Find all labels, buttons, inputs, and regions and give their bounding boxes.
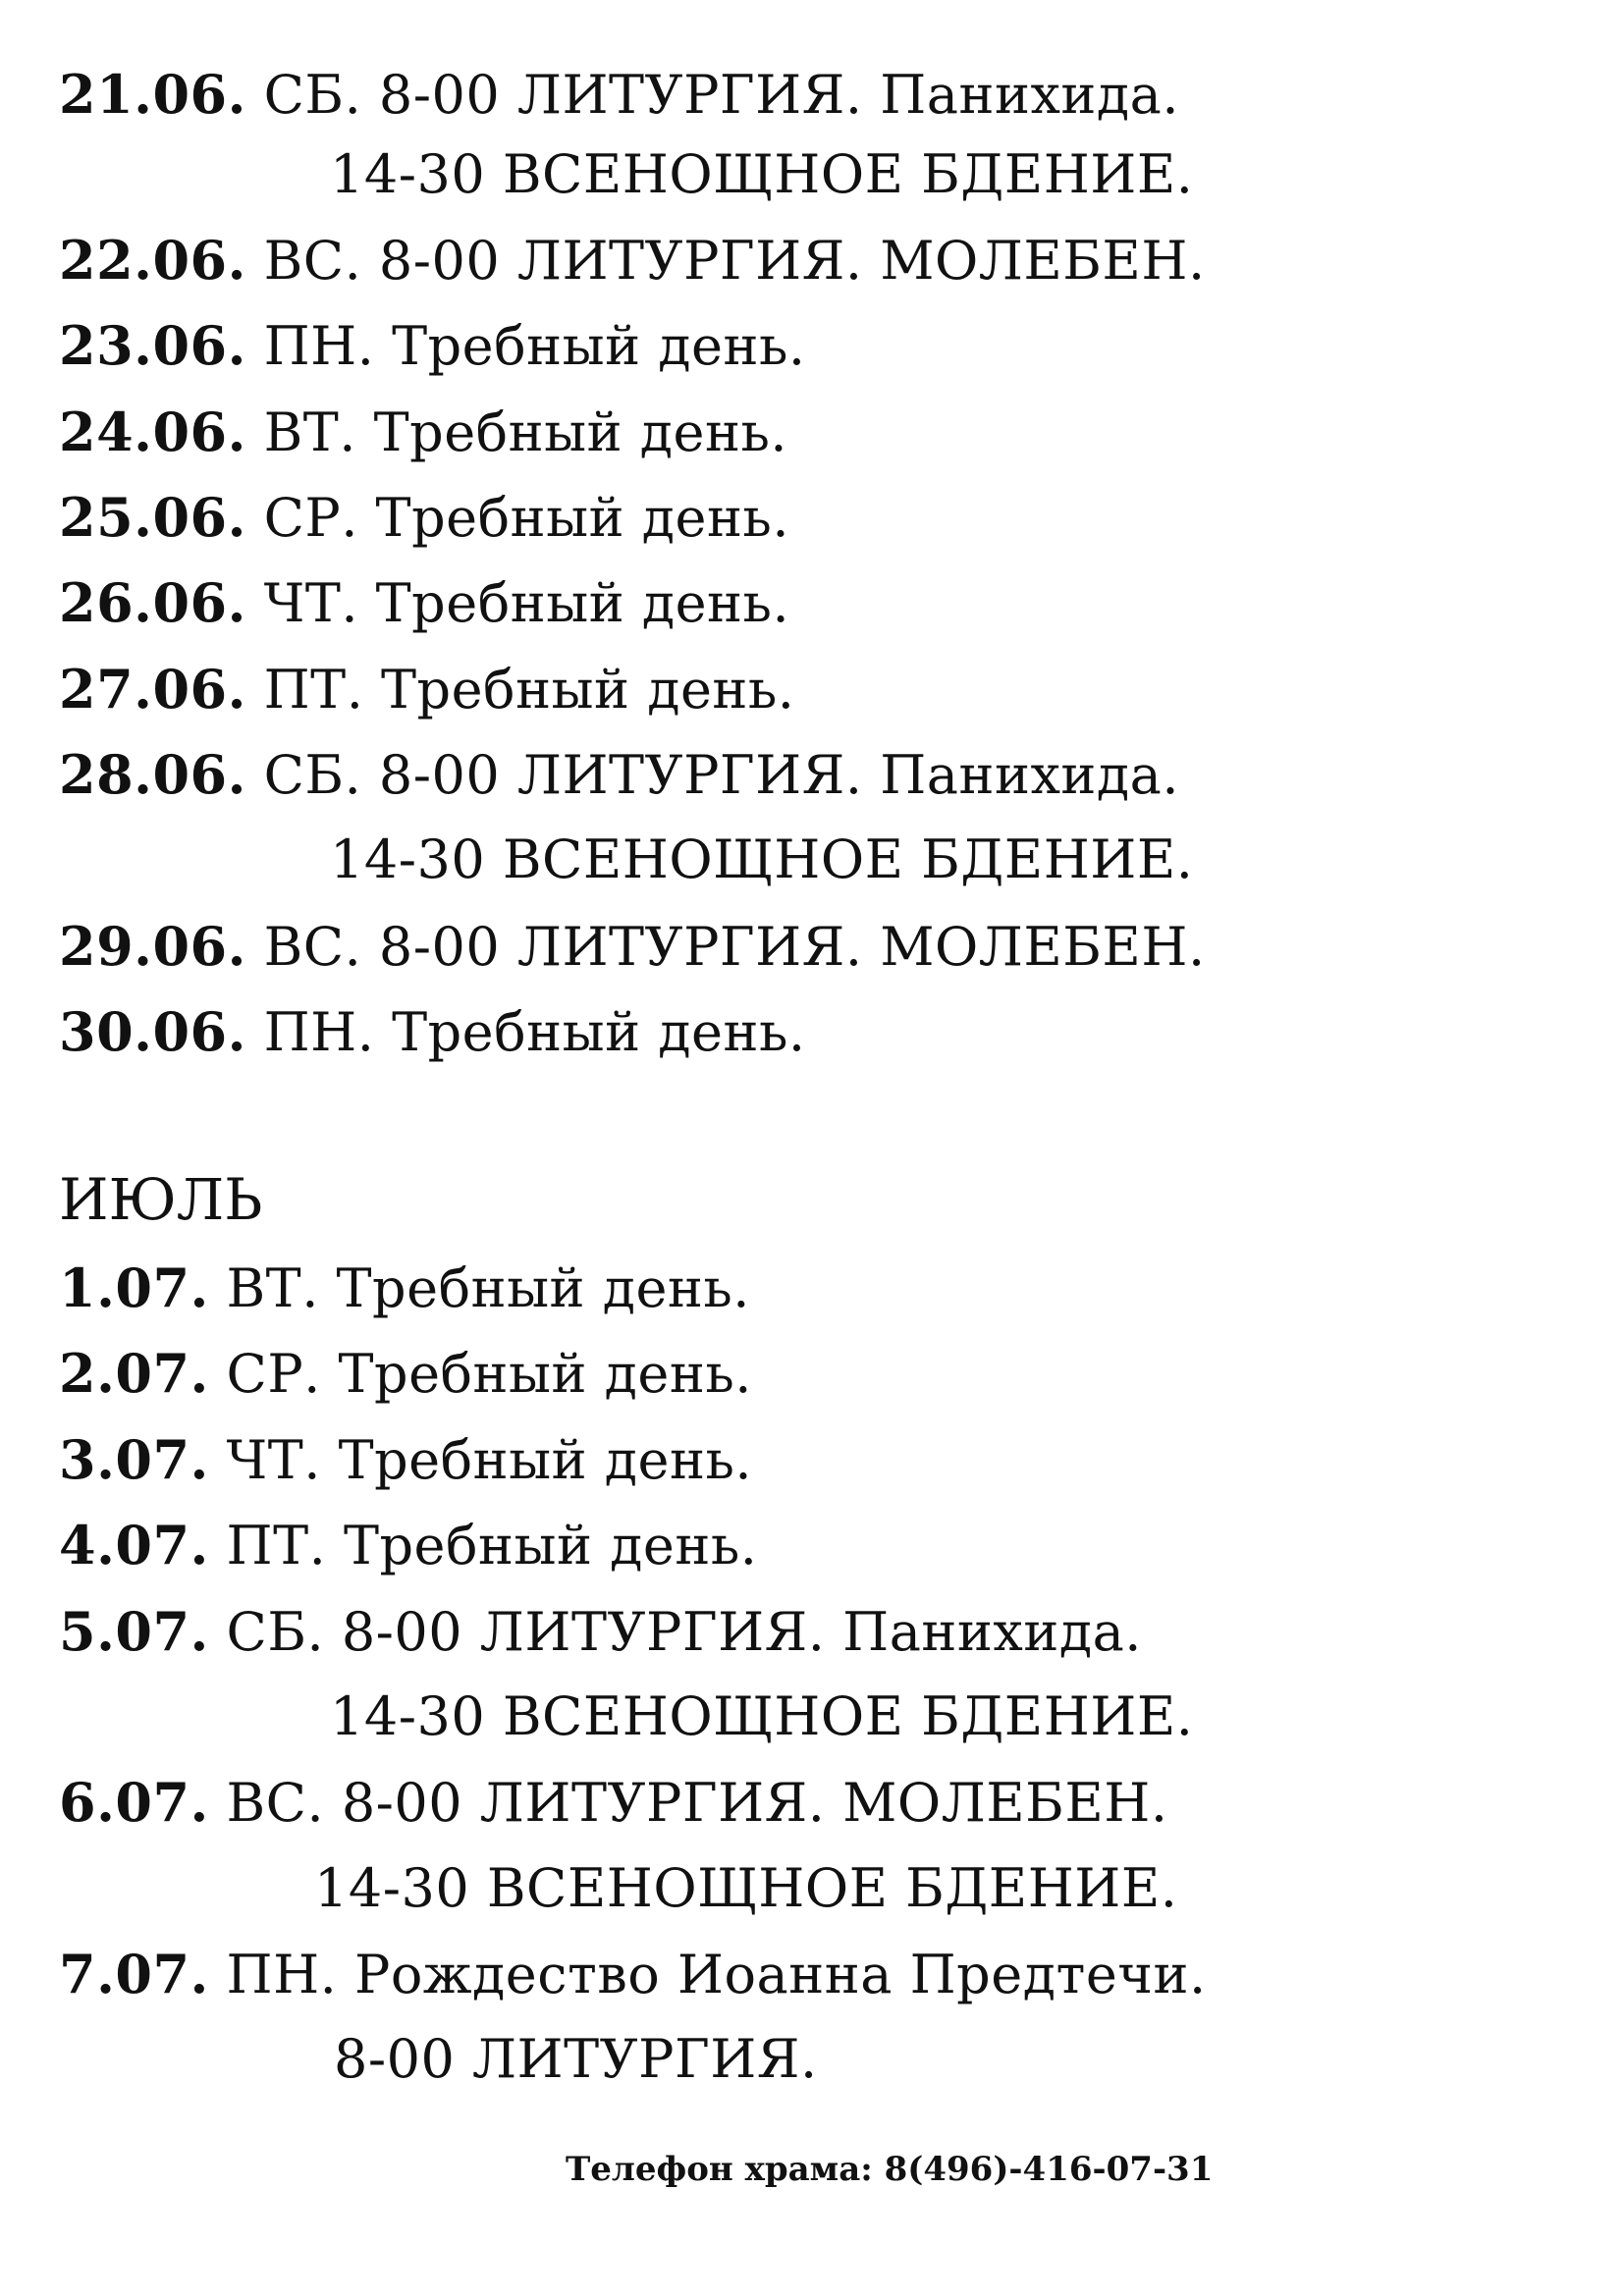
schedule-date: 24.06.	[59, 400, 246, 463]
schedule-date: 26.06.	[59, 571, 246, 634]
schedule-text: 8-00 ЛИТУРГИЯ.	[334, 2028, 818, 2090]
schedule-date: 6.07.	[59, 1771, 209, 1834]
schedule-line	[59, 1256, 750, 1320]
schedule-text: ПТ. Требный день.	[226, 1515, 758, 1576]
schedule-text: ВС. 8-00 ЛИТУРГИЯ. МОЛЕБЕН.	[263, 230, 1206, 292]
schedule-text: ПН. Требный день.	[263, 1001, 806, 1063]
schedule-text: 14-30 ВСЕНОЩНОЕ БДЕНИЕ.	[330, 828, 1194, 890]
schedule-text: 14-30 ВСЕНОЩНОЕ БДЕНИЕ.	[314, 1857, 1178, 1919]
schedule-text: ВТ. Требный день.	[226, 1257, 750, 1319]
month-heading: ИЮЛЬ	[59, 1166, 263, 1233]
schedule-text: 14-30 ВСЕНОЩНОЕ БДЕНИЕ.	[330, 1685, 1194, 1747]
schedule-text: ВТ. Требный день.	[263, 401, 788, 463]
schedule-date: 7.07.	[59, 1943, 209, 2005]
schedule-date: 5.07.	[59, 1600, 209, 1663]
schedule-text: ЧТ. Требный день.	[263, 572, 790, 634]
schedule-line	[59, 1342, 752, 1406]
schedule-line	[59, 1000, 806, 1064]
schedule-date: 21.06.	[59, 63, 246, 126]
schedule-date: 30.06.	[59, 1000, 246, 1063]
schedule-text: ВС. 8-00 ЛИТУРГИЯ. МОЛЕБЕН.	[226, 1772, 1168, 1834]
schedule-text: СР. Требный день.	[263, 487, 789, 549]
schedule-date: 28.06.	[59, 743, 246, 806]
schedule-line	[59, 743, 1179, 807]
schedule-line	[59, 658, 794, 721]
schedule-text: СР. Требный день.	[226, 1343, 752, 1405]
schedule-date: 4.07.	[59, 1514, 209, 1576]
schedule-text: ПН. Требный день.	[263, 315, 806, 377]
schedule-text: ВС. 8-00 ЛИТУРГИЯ. МОЛЕБЕН.	[263, 916, 1206, 978]
schedule-line	[59, 915, 1206, 979]
schedule-text: СБ. 8-00 ЛИТУРГИЯ. Панихида.	[263, 64, 1180, 126]
schedule-text: 14-30 ВСЕНОЩНОЕ БДЕНИЕ.	[330, 143, 1194, 205]
schedule-line	[59, 63, 1179, 127]
schedule-date: 25.06.	[59, 486, 246, 549]
schedule-line	[334, 2028, 818, 2091]
schedule-line	[59, 229, 1206, 293]
schedule-text: СБ. 8-00 ЛИТУРГИЯ. Панихида.	[226, 1601, 1142, 1663]
schedule-line	[59, 1600, 1142, 1664]
schedule-text: ПТ. Требный день.	[263, 659, 795, 721]
schedule-line	[330, 828, 1193, 891]
church-phone: Телефон храма: 8(496)-416-07-31	[566, 2150, 1214, 2189]
schedule-text: СБ. 8-00 ЛИТУРГИЯ. Панихида.	[263, 744, 1180, 806]
schedule-line	[59, 1943, 1207, 2006]
schedule-line	[330, 1685, 1193, 1748]
schedule-line	[314, 1857, 1177, 1920]
schedule-line	[330, 143, 1193, 206]
schedule-date: 29.06.	[59, 915, 246, 978]
schedule-date: 2.07.	[59, 1342, 209, 1405]
schedule-line	[59, 1514, 757, 1577]
schedule-text: ПН. Рождество Иоанна Предтечи.	[226, 1944, 1207, 2005]
schedule-date: 3.07.	[59, 1428, 209, 1491]
schedule-date: 1.07.	[59, 1256, 209, 1319]
schedule-line	[59, 1771, 1168, 1835]
schedule-text: ЧТ. Требный день.	[226, 1429, 753, 1491]
schedule-date: 22.06.	[59, 229, 246, 292]
schedule-date: 23.06.	[59, 314, 246, 377]
schedule-line	[59, 571, 789, 635]
schedule-line	[59, 1428, 752, 1492]
schedule-date: 27.06.	[59, 658, 246, 721]
schedule-line	[59, 486, 789, 550]
schedule-line	[59, 400, 787, 464]
schedule-line	[59, 314, 806, 378]
